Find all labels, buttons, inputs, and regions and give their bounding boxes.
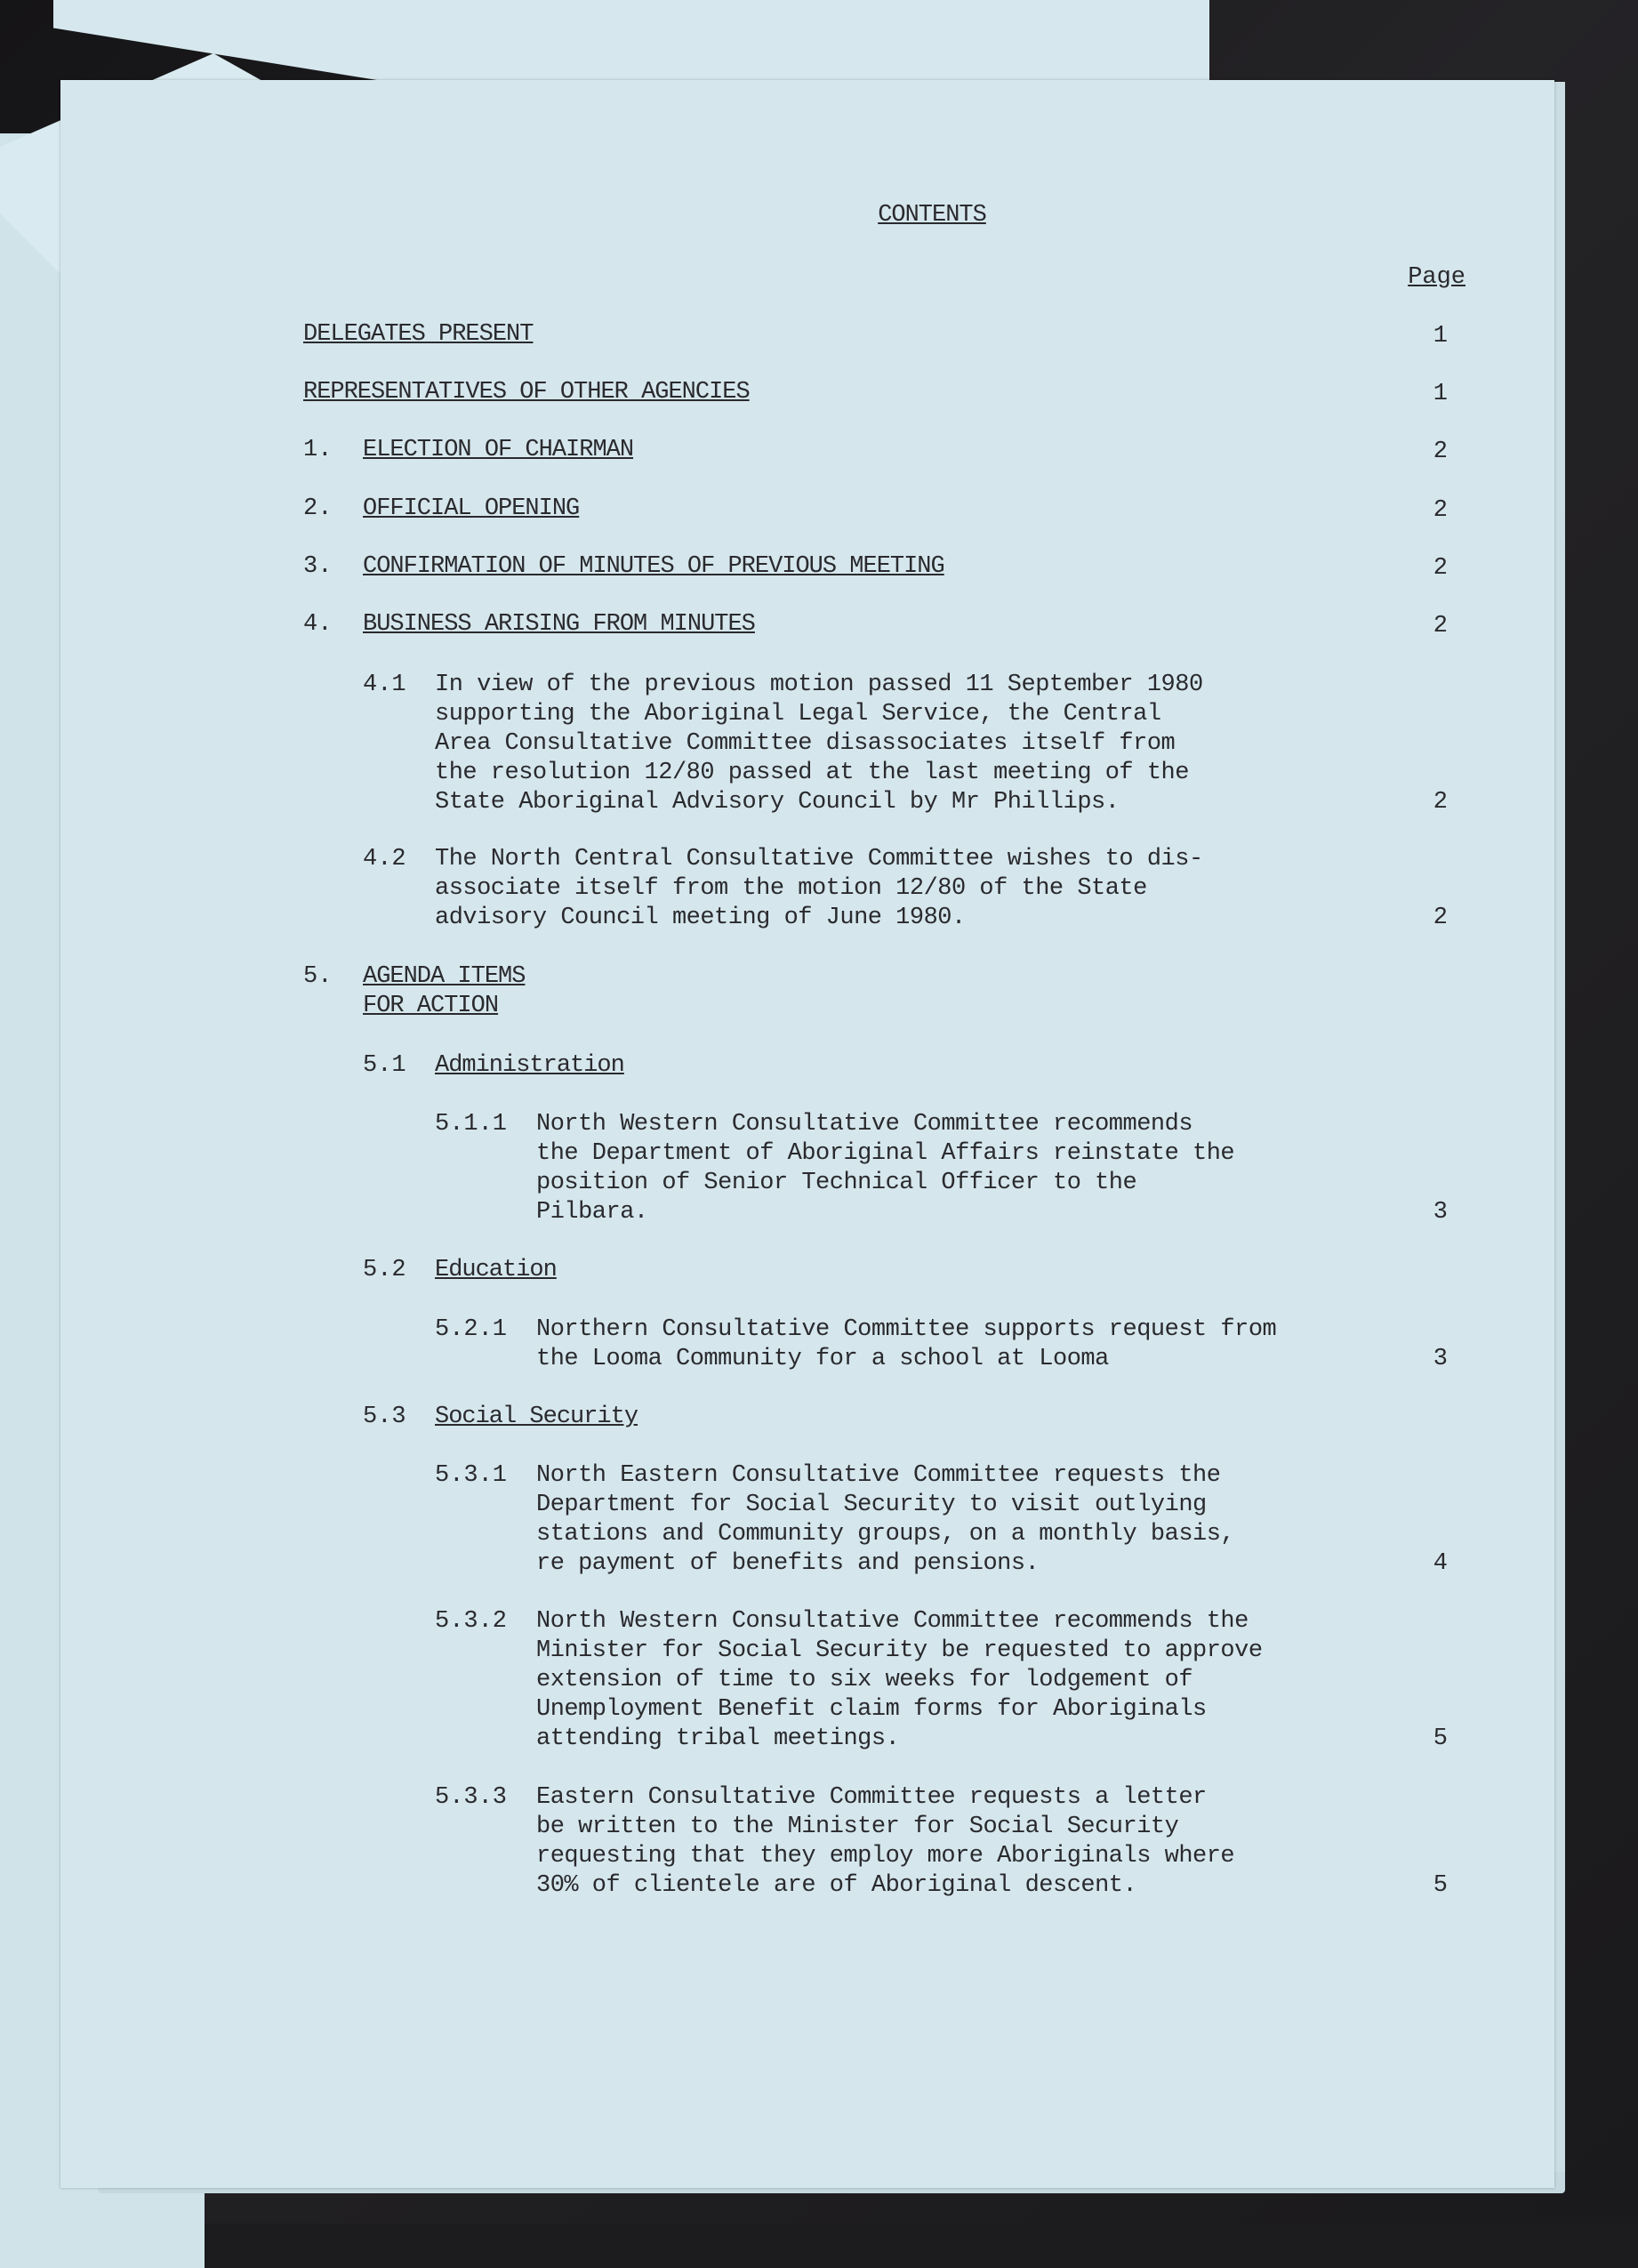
- entry-4-2-text: The North Central Consultative Committee wishes to dis- associate itself from the motion 12/80 of the State advisory Council meeting of June 1980.: [435, 846, 1203, 931]
- entry-4-1-number: 4.1: [363, 672, 406, 698]
- entry-4-page: 2: [1433, 613, 1448, 639]
- entry-5-3-3-page: 5: [1433, 1872, 1448, 1899]
- entry-5-2-number: 5.2: [363, 1257, 406, 1283]
- entry-5-3-1-text: North Eastern Consultative Committee requests the Department for Social Security to visit outlying stations and Community groups, on a monthly basis, re payment of benefits and pensions.: [536, 1462, 1235, 1577]
- entry-5-label-line1: AGENDA ITEMS: [363, 963, 526, 990]
- entry-2-label: OFFICIAL OPENING: [363, 495, 580, 522]
- entry-5-2-label: Education: [435, 1257, 557, 1283]
- entry-5-2-1-page: 3: [1433, 1346, 1448, 1372]
- entry-4-2-number: 4.2: [363, 846, 406, 873]
- entry-1-page: 2: [1433, 438, 1448, 465]
- entry-2-page: 2: [1433, 497, 1448, 524]
- entry-3-label: CONFIRMATION OF MINUTES OF PREVIOUS MEETING: [363, 553, 944, 580]
- entry-5-3-3-number: 5.3.3: [435, 1784, 508, 1811]
- entry-5-3-2-page: 5: [1433, 1725, 1448, 1752]
- entry-5-3-1-number: 5.3.1: [435, 1462, 508, 1489]
- entry-5-3-2-number: 5.3.2: [435, 1608, 508, 1635]
- entry-4-label: BUSINESS ARISING FROM MINUTES: [363, 611, 755, 638]
- entry-1-number: 1.: [303, 437, 333, 463]
- contents-title: CONTENTS: [878, 202, 986, 229]
- entry-3-page: 2: [1433, 555, 1448, 582]
- entry-5-1-1-number: 5.1.1: [435, 1111, 508, 1138]
- entry-5-3-1-page: 4: [1433, 1550, 1448, 1577]
- entry-5-1-1-text: North Western Consultative Committee recommends the Department of Aboriginal Affairs reinstate the position of Senior Technical Officer to the Pilbara.: [536, 1111, 1235, 1226]
- entry-5-3-3-text: Eastern Consultative Committee requests a letter be written to the Minister for Social Security requesting that they employ more Aboriginals where 30% of clientele are of Aboriginal descent.: [536, 1784, 1235, 1899]
- entry-4-2-page: 2: [1433, 905, 1448, 931]
- entry-4-number: 4.: [303, 611, 333, 638]
- entry-5-3-2-text: North Western Consultative Committee recommends the Minister for Social Security be requested to approve extension of time to six weeks for lodgement of Unemployment Benefit claim forms for Aboriginals attending tribal meetings.: [536, 1608, 1263, 1752]
- entry-5-3-number: 5.3: [363, 1403, 406, 1430]
- entry-5-2-1-text: Northern Consultative Committee supports request from the Looma Community for a school at Looma: [536, 1316, 1277, 1372]
- entry-5-1-number: 5.1: [363, 1052, 406, 1079]
- entry-3-number: 3.: [303, 553, 333, 580]
- entry-delegates-present: DELEGATES PRESENT: [303, 321, 534, 348]
- entry-1-label: ELECTION OF CHAIRMAN: [363, 437, 634, 463]
- entry-5-1-label: Administration: [435, 1052, 624, 1079]
- contents-page: [60, 80, 1554, 2188]
- entry-5-3-label: Social Security: [435, 1403, 638, 1430]
- entry-5-label-line2: FOR ACTION: [363, 993, 499, 1019]
- entry-representatives-page: 1: [1433, 381, 1448, 407]
- entry-delegates-page: 1: [1433, 323, 1448, 350]
- entry-4-1-text: In view of the previous motion passed 11 September 1980 supporting the Aboriginal Legal Service, the Central Area Consultative Committee disassociates itself from the resolution 12/80 passed at the last meeting of the State Aboriginal Advisory Council by Mr Phillips.: [435, 672, 1203, 816]
- entry-representatives: REPRESENTATIVES OF OTHER AGENCIES: [303, 379, 750, 406]
- entry-5-2-1-number: 5.2.1: [435, 1316, 508, 1343]
- page-column-header: Page: [1408, 264, 1465, 291]
- entry-5-1-1-page: 3: [1433, 1199, 1448, 1226]
- entry-4-1-page: 2: [1433, 789, 1448, 816]
- entry-2-number: 2.: [303, 495, 333, 522]
- entry-5-number: 5.: [303, 963, 333, 990]
